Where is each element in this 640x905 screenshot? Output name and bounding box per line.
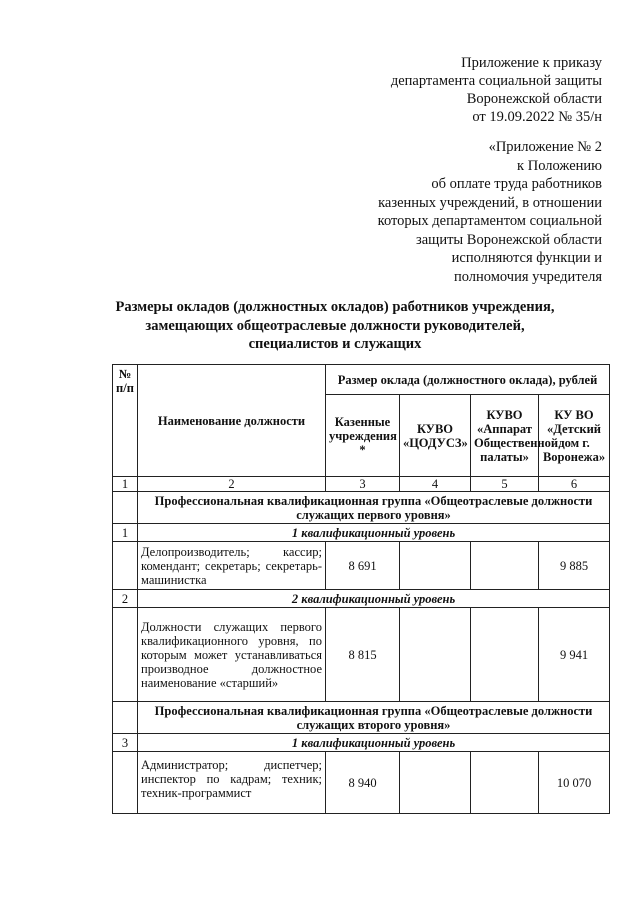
appendix-header — [342, 138, 602, 286]
row-number: 3 — [113, 734, 138, 752]
table-row — [113, 590, 610, 608]
salary-kazennye: 8 691 — [326, 542, 400, 590]
salary-detsky-dom: 9 885 — [539, 542, 610, 590]
salary-kuvo-coduszn — [400, 752, 471, 814]
attachment-line: от 19.09.2022 № 35/н — [472, 109, 602, 125]
group-heading: Профессиональная квалификационная группа «Общеотраслевые должности служащих второго уровня» — [138, 702, 610, 734]
header-kuvo-apparat: КУВО «Аппарат Общественной палаты» — [471, 395, 539, 477]
appendix-line: которых департаментом социальной — [377, 213, 602, 229]
salary-kuvo-apparat — [471, 608, 539, 702]
appendix-line: к Положению — [517, 157, 602, 174]
appendix-line: исполняются функции и — [451, 250, 602, 266]
salary-detsky-dom: 9 941 — [539, 608, 610, 702]
salary-kuvo-apparat — [471, 752, 539, 814]
table-row — [113, 608, 610, 702]
header-num: № п/п — [113, 365, 138, 477]
appendix-line: полномочия учредителя — [453, 268, 602, 285]
salary-kuvo-coduszn — [400, 608, 471, 702]
table-row — [113, 492, 610, 524]
appendix-line: защиты Воронежской области — [415, 231, 602, 248]
attachment-line: Приложение к приказу — [461, 55, 602, 71]
header-ku-vo-detsky-dom: КУ ВО «Детский дом г. Воронежа» — [539, 395, 610, 477]
attachment-header — [342, 54, 602, 126]
appendix-line: об оплате труда работников — [431, 176, 602, 192]
row-number: 2 — [113, 590, 138, 608]
salary-kazennye: 8 815 — [326, 608, 400, 702]
table-row — [113, 524, 610, 542]
appendix-line: «Приложение № 2 — [488, 139, 602, 155]
table-row — [113, 752, 610, 814]
attachment-line: Воронежской области — [466, 91, 602, 107]
col-number: 6 — [539, 477, 610, 492]
level-heading: 1 квалификационный уровень — [138, 524, 610, 542]
table-row — [113, 734, 610, 752]
col-number: 4 — [400, 477, 471, 492]
position-name: Делопроизводитель; кассир; комендант; секретарь; секретарь- машинистка — [138, 542, 326, 590]
group-heading: Профессиональная квалификационная группа «Общеотраслевые должности служащих первого уровня» — [138, 492, 610, 524]
col-number: 1 — [113, 477, 138, 492]
title-line: Размеры окладов (должностных окладов) работников учреждения, — [115, 299, 555, 315]
header-position: Наименование должности — [138, 365, 326, 477]
col-number: 2 — [138, 477, 326, 492]
appendix-line: казенных учреждений, в отношении — [378, 194, 602, 211]
position-name: Должности служащих первого квалификационного уровня, по которым может устанавливаться производное должностное наименование «старший» — [138, 608, 326, 702]
document-title — [100, 298, 570, 354]
salary-table — [112, 364, 610, 814]
salary-kuvo-coduszn — [400, 542, 471, 590]
row-number: 1 — [113, 524, 138, 542]
col-number: 5 — [471, 477, 539, 492]
salary-detsky-dom: 10 070 — [539, 752, 610, 814]
col-number: 3 — [326, 477, 400, 492]
header-kazennye: Казенные учреждения * — [326, 395, 400, 477]
table-row — [113, 702, 610, 734]
header-kuvo-coduszn: КУВО «ЦОДУСЗ» — [400, 395, 471, 477]
title-line: замещающих общеотраслевые должности руководителей, — [145, 317, 525, 334]
level-heading: 2 квалификационный уровень — [138, 590, 610, 608]
header-salary: Размер оклада (должностного оклада), рублей — [326, 365, 610, 395]
salary-kazennye: 8 940 — [326, 752, 400, 814]
level-heading: 1 квалификационный уровень — [138, 734, 610, 752]
position-name: Администратор; диспетчер; инспектор по кадрам; техник; техник-программист — [138, 752, 326, 814]
attachment-line: департамента социальной защиты — [390, 73, 602, 89]
salary-kuvo-apparat — [471, 542, 539, 590]
table-row — [113, 542, 610, 590]
title-line: специалистов и служащих — [248, 336, 422, 352]
